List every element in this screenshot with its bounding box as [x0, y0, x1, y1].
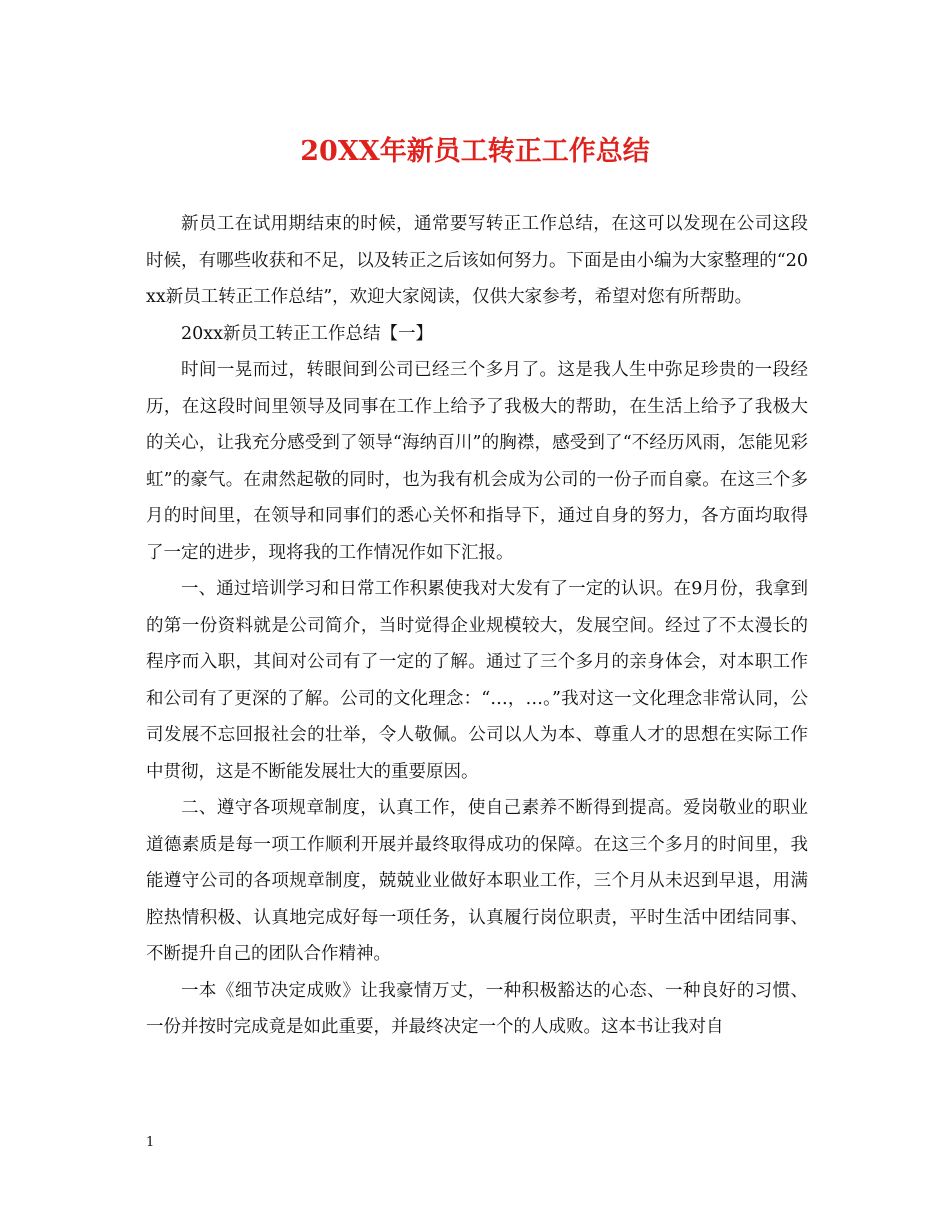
page-number: 1: [146, 1135, 155, 1150]
document-body: [146, 206, 808, 1046]
section-heading-one: 20xx新员工转正工作总结【一】: [181, 323, 434, 344]
document-title: 20XX年新员工转正工作总结: [300, 136, 650, 167]
paragraph-opening: 时间一晃而过，转眼间到公司已经三个多月了。这是我人生中弥足珍贵的一段经历，在这段时间里领导及同事在工作上给予了我极大的帮助，在生活上给予了我极大的关心，让我充分感受到了领导“海纳百川”的胸襟，感受到了“不经历风雨，怎能见彩虹”的豪气。在肃然起敬的同时，也为我有机会成为公司的一份子而自豪。在这三个多月的时间里，在领导和同事们的悉心关怀和指导下，通过自身的努力，各方面均取得了一定的进步，现将我的工作情况作如下汇报。: [146, 360, 808, 563]
paragraph-book: 一本《细节决定成败》让我豪情万丈，一种积极豁达的心态、一种良好的习惯、一份并按时完成竟是如此重要，并最终决定一个的人成败。这本书让我对自: [146, 980, 808, 1037]
paragraph-point-one: 一、通过培训学习和日常工作积累使我对大发有了一定的认识。在9月份，我拿到的第一份资料就是公司简介，当时觉得企业规模较大，发展空间。经过了不太漫长的程序而入职，其间对公司有了一定的了解。通过了三个多月的亲身体会，对本职工作和公司有了更深的了解。公司的文化理念：“…，…。”我对这一文化理念非常认同，公司发展不忘回报社会的壮举，令人敬佩。公司以人为本、尊重人才的思想在实际工作中贯彻，这是不断能发展壮大的重要原因。: [146, 579, 808, 782]
paragraph-point-two: 二、遵守各项规章制度，认真工作，使自己素养不断得到提高。爱岗敬业的职业道德素质是每一项工作顺利开展并最终取得成功的保障。在这三个多月的时间里，我能遵守公司的各项规章制度，兢兢业业做好本职业工作，三个月从未迟到早退，用满腔热情积极、认真地完成好每一项任务，认真履行岗位职责，平时生活中团结同事、不断提升自己的团队合作精神。: [146, 798, 808, 964]
paragraph-intro: 新员工在试用期结束的时候，通常要写转正工作总结，在这可以发现在公司这段时候，有哪些收获和不足，以及转正之后该如何努力。下面是由小编为大家整理的“20xx新员工转正工作总结”，欢迎大家阅读，仅供大家参考，希望对您有所帮助。: [146, 214, 808, 307]
